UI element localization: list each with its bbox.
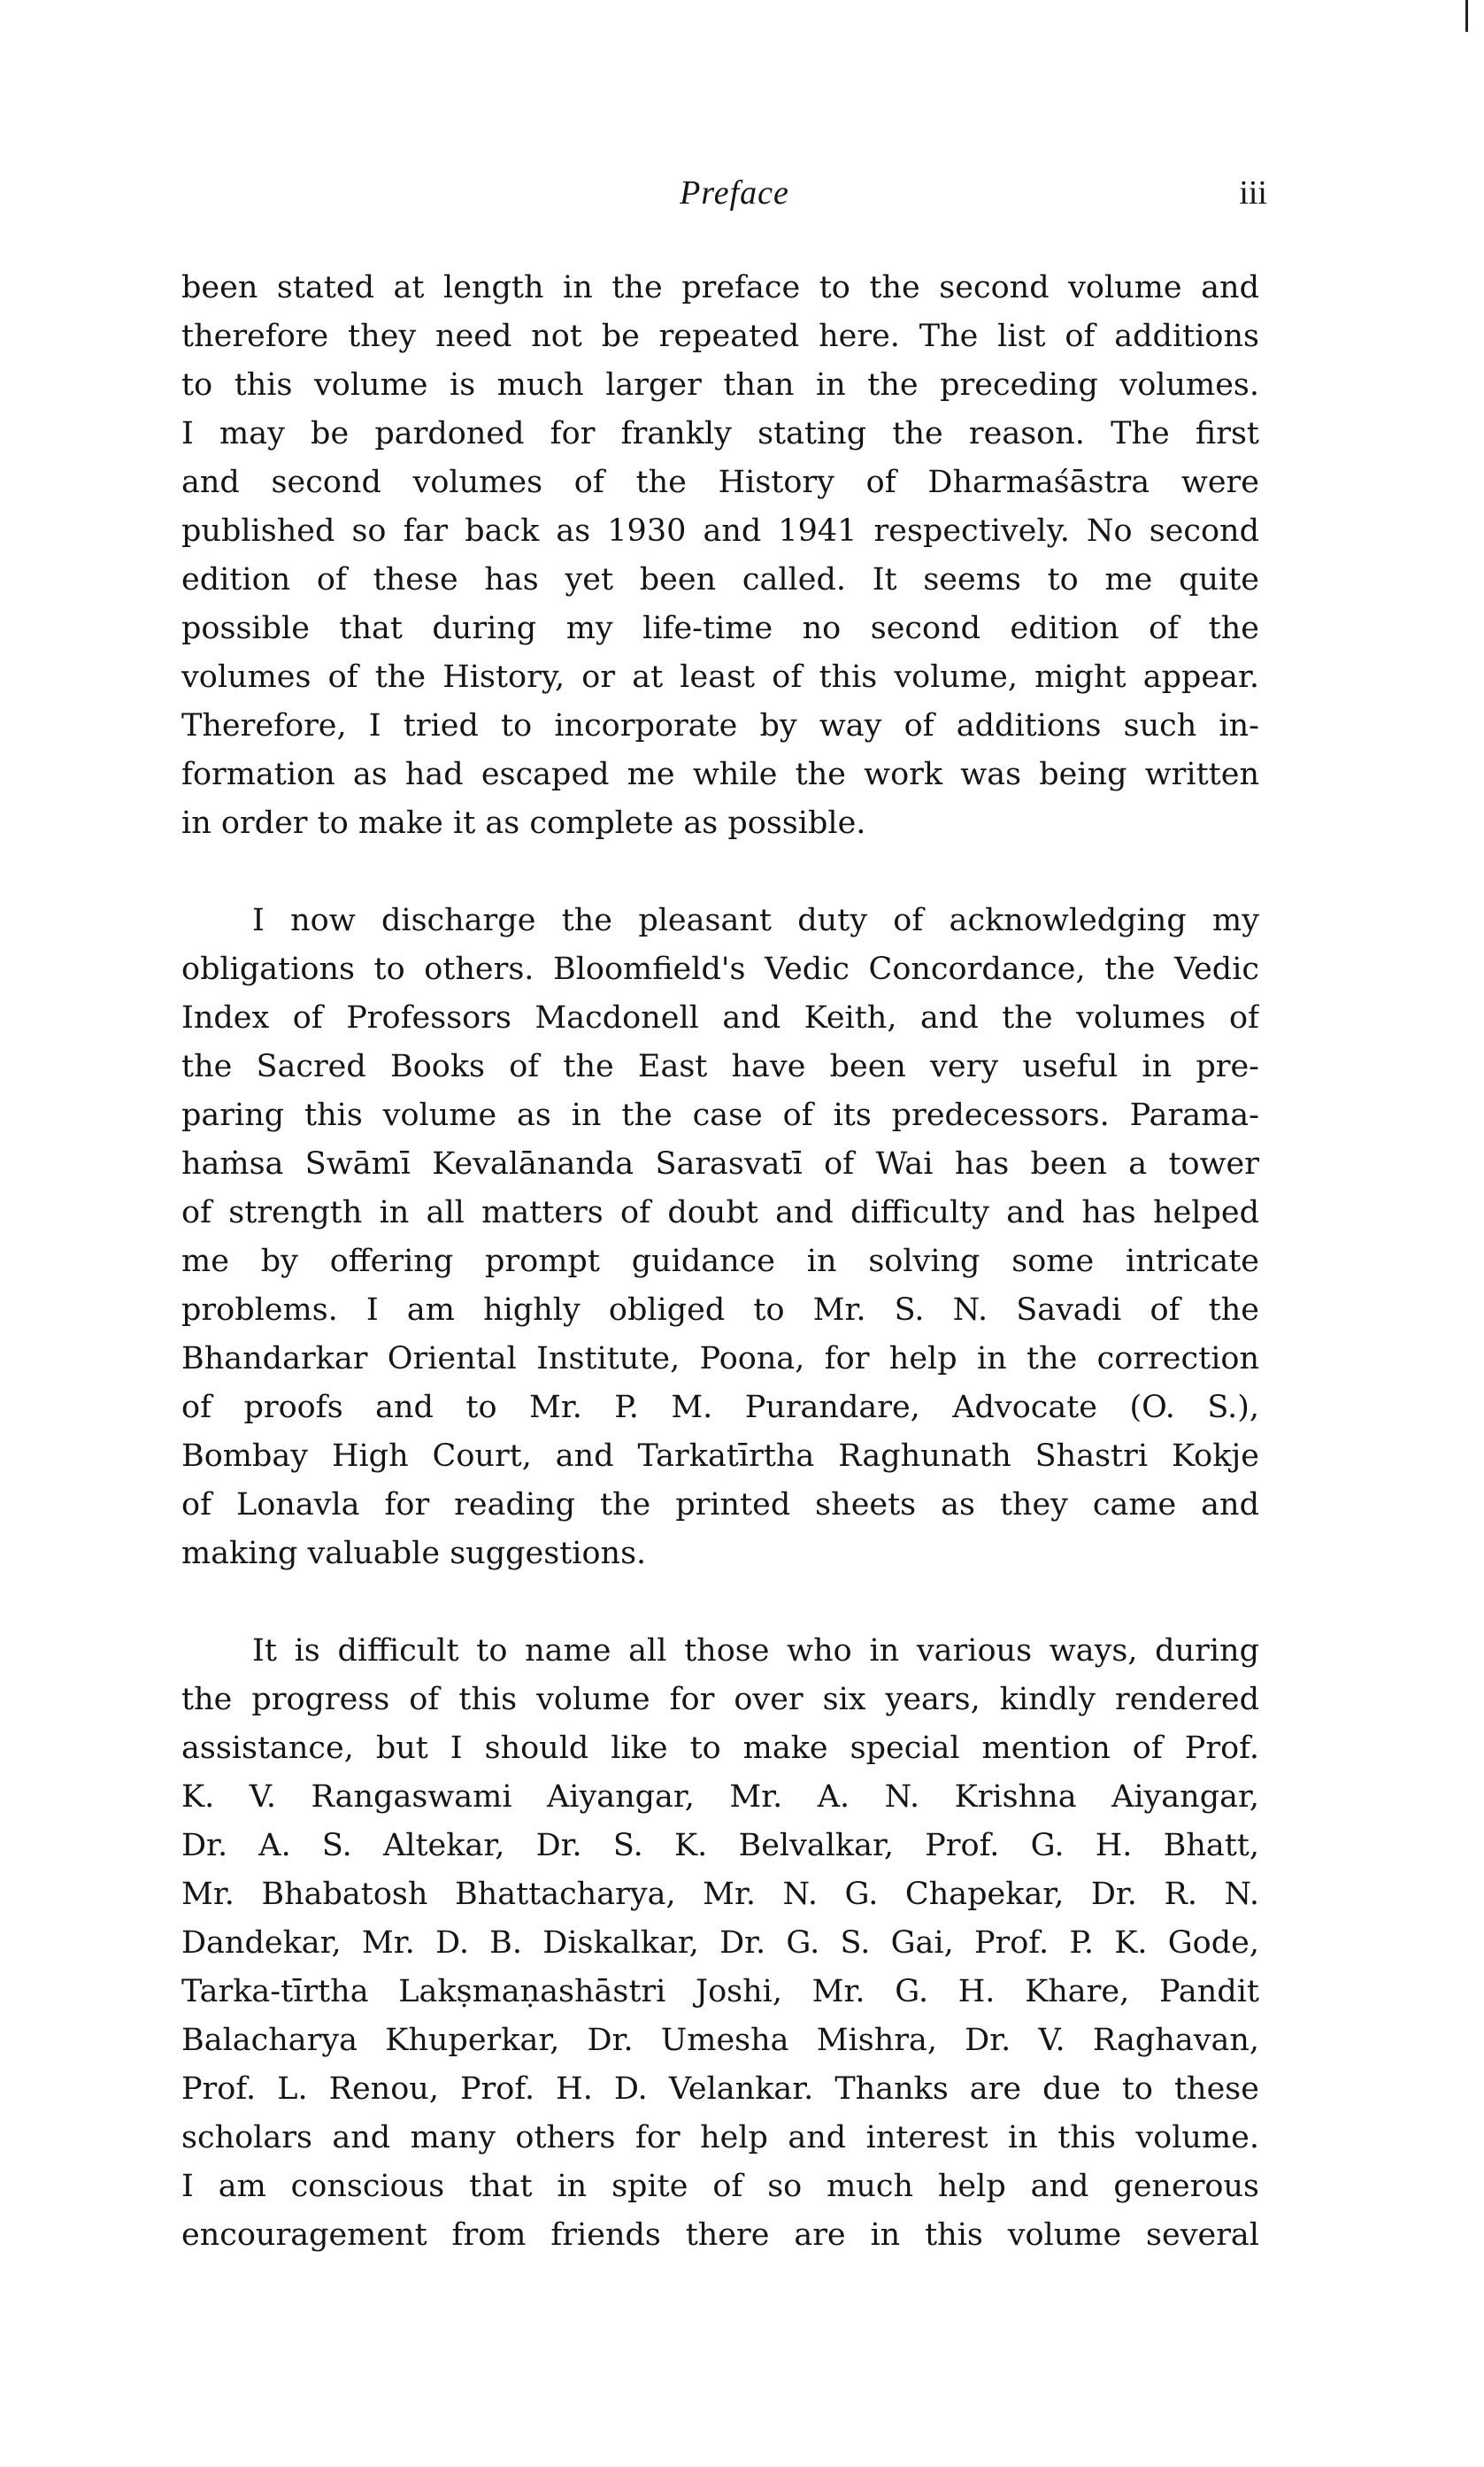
paragraph-thanks: [181, 1627, 1259, 2260]
text-line: Dandekar, Mr. D. B. Diskalkar, Dr. G. S. Gai, Prof. P. K. Gode,: [181, 1925, 1259, 1961]
text-line: the Sacred Books of the East have been very useful in pre-: [181, 1049, 1259, 1084]
text-line: obligations to others. Bloomfield's Vedic Concordance, the Vedic: [181, 952, 1259, 987]
running-header-title: Preface: [680, 174, 789, 212]
text-line: Therefore, I tried to incorporate by way of additions such in-: [181, 708, 1259, 744]
text-line: of Lonavla for reading the printed sheets as they came and: [181, 1487, 1259, 1523]
text-line: paring this volume as in the case of its predecessors. Parama-: [181, 1098, 1259, 1133]
text-line: possible that during my life-time no second edition of the: [181, 611, 1259, 646]
text-line: scholars and many others for help and interest in this volume.: [181, 2120, 1259, 2155]
text-line: problems. I am highly obliged to Mr. S. N. Savadi of the: [181, 1292, 1259, 1328]
text-line: Dr. A. S. Altekar, Dr. S. K. Belvalkar, Prof. G. H. Bhatt,: [181, 1828, 1259, 1863]
paragraph-acknowledgements: [181, 897, 1259, 1578]
text-line: been stated at length in the preface to the second volume and: [181, 270, 1259, 305]
text-line: Tarka-tīrtha Lakṣmaṇashāstri Joshi, Mr. G. H. Khare, Pandit: [181, 1974, 1259, 2009]
text-line: me by offering prompt guidance in solving some intricate: [181, 1244, 1259, 1279]
text-line: Balacharya Khuperkar, Dr. Umesha Mishra, Dr. V. Raghavan,: [181, 2023, 1259, 2058]
text-line: in order to make it as complete as possible.: [181, 806, 866, 841]
paragraph-additions: [181, 264, 1259, 848]
text-line: to this volume is much larger than in the preceding volumes.: [181, 367, 1259, 403]
text-line: of strength in all matters of doubt and difficulty and has helped: [181, 1195, 1259, 1230]
text-line: I now discharge the pleasant duty of acknowledging my: [252, 903, 1259, 938]
page-number: iii: [1239, 174, 1267, 212]
page-edge-mark: [1465, 0, 1468, 32]
text-line: assistance, but I should like to make special mention of Prof.: [181, 1731, 1259, 1766]
text-line: K. V. Rangaswami Aiyangar, Mr. A. N. Krishna Aiyangar,: [181, 1779, 1259, 1815]
text-line: volumes of the History, or at least of this volume, might appear.: [181, 659, 1259, 695]
text-line: encouragement from friends there are in this volume several: [181, 2217, 1259, 2253]
body-text: [181, 264, 1259, 2260]
text-line: the progress of this volume for over six years, kindly rendered: [181, 1682, 1259, 1717]
text-line: edition of these has yet been called. It seems to me quite: [181, 562, 1259, 597]
text-line: Prof. L. Renou, Prof. H. D. Velankar. Thanks are due to these: [181, 2071, 1259, 2107]
text-line: making valuable suggestions.: [181, 1536, 647, 1571]
text-line: I may be pardoned for frankly stating the reason. The first: [181, 416, 1259, 451]
text-line: formation as had escaped me while the work was being written: [181, 757, 1259, 792]
text-line: of proofs and to Mr. P. M. Purandare, Advocate (O. S.),: [181, 1390, 1259, 1425]
text-line: Bombay High Court, and Tarkatīrtha Raghunath Shastri Kokje: [181, 1438, 1259, 1474]
text-line: Bhandarkar Oriental Institute, Poona, for help in the correction: [181, 1341, 1259, 1376]
text-line: It is difficult to name all those who in various ways, during: [252, 1633, 1259, 1669]
text-line: published so far back as 1930 and 1941 respectively. No second: [181, 513, 1259, 549]
text-line: Mr. Bhabatosh Bhattacharya, Mr. N. G. Chapekar, Dr. R. N.: [181, 1877, 1259, 1912]
text-line: Index of Professors Macdonell and Keith, and the volumes of: [181, 1000, 1259, 1036]
text-line: and second volumes of the History of Dharmaśāstra were: [181, 465, 1259, 500]
text-line: I am conscious that in spite of so much help and generous: [181, 2169, 1259, 2204]
text-line: therefore they need not be repeated here. The list of additions: [181, 319, 1259, 354]
text-line: haṁsa Swāmī Kevalānanda Sarasvatī of Wai has been a tower: [181, 1146, 1259, 1182]
